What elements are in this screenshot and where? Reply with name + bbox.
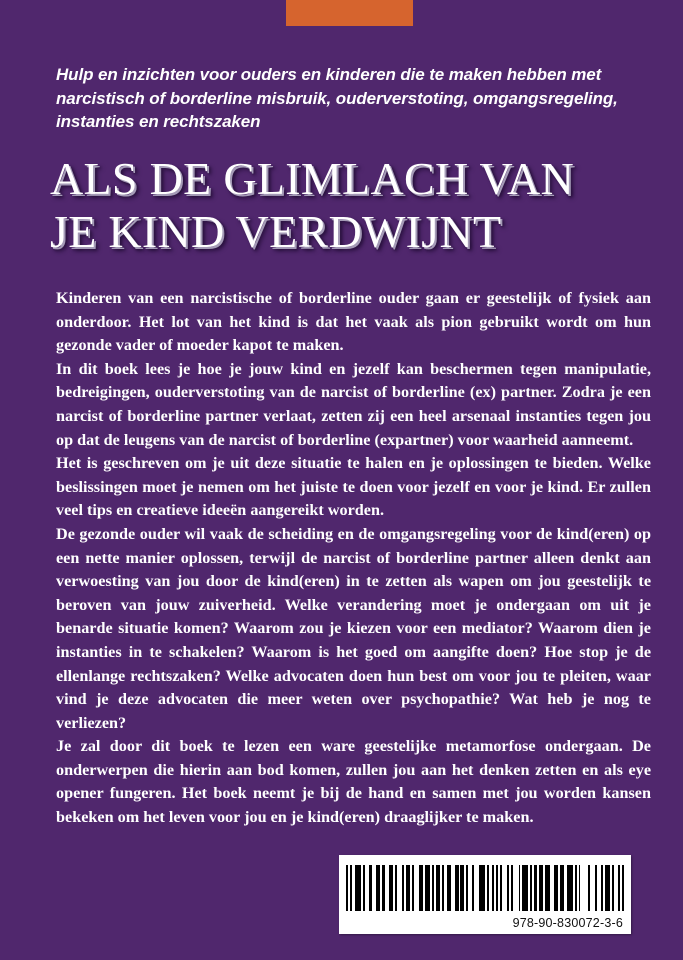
- isbn-number: 978-90-830072-3-6: [512, 916, 623, 930]
- isbn-barcode: [339, 855, 631, 934]
- blurb-paragraph-4: De gezonde ouder wil vaak de scheiding en de omgangsregeling voor de kind(eren) op een nette manier oplossen, terwijl de narcist of borderline partner alleen denkt aan verwoesting van jou door de kind(eren) in te zetten als wapen om jou geestelijk te beroven van jouw zuiverheid. Welke verandering moet je ondergaan om uit je benarde situatie komen? Waarom zou je kiezen voor een mediator? Waarom dien je instanties in te schakelen? Waarom is het goed om aangifte doen? Hoe stop je de ellenlange rechtszaken? Welke advocaten doen hun best om voor jou te pleiten, waar vind je deze advocaten die meer weten over psychopathie? Wat heb je nog te verliezen?: [56, 524, 651, 732]
- blurb-paragraph-1: Kinderen van een narcistische of borderline ouder gaan er geestelijk of fysiek aan onderdoor. Het lot van het kind is dat het vaak als pion gebruikt wordt om hun gezonde vader of moeder kapot te maken.: [56, 289, 651, 355]
- blurb-paragraph-2: In dit boek lees je hoe je jouw kind en jezelf kan beschermen tegen manipulatie, bedreigingen, ouderverstoting van de narcist of borderline (ex) partner. Zodra je een narcist of borderline partner verlaat, zetten zij een heel arsenaal instanties tegen jou op dat de leugens van de narcist of borderline (expartner) voor waarheid aanneemt.: [56, 359, 651, 449]
- blurb-paragraph-5: Je zal door dit boek te lezen een ware geestelijke metamorfose ondergaan. De onderwerpen die hierin aan bod komen, zullen jou aan het denken zetten en als eye opener fungeren. Het boek neemt je bij de hand en samen met jou worden kansen bekeken om het leven voor jou en je kind(eren) draaglijker te maken.: [56, 737, 651, 827]
- barcode-bars: [346, 865, 624, 911]
- blurb: [56, 287, 651, 830]
- blurb-paragraph-3: Het is geschreven om je uit deze situatie te halen en je oplossingen te bieden. Welke beslissingen moet je nemen om het juiste te doen voor jezelf en voor je kind. Er zullen veel tips en creatieve ideeën aangereikt worden.: [56, 454, 651, 520]
- barcode-bar: [622, 865, 624, 911]
- book-title-line-1: ALS DE GLIMLACH VAN: [50, 153, 575, 204]
- book-title-line-2: JE KIND VERDWIJNT: [50, 206, 502, 257]
- accent-color-block: [286, 0, 413, 26]
- subtitle: Hulp en inzichten voor ouders en kinderen die te maken hebben met narcistisch of borderline misbruik, ouderverstoting, omgangsregeling, instanties en rechtszaken: [56, 65, 618, 131]
- book-title: [50, 152, 670, 258]
